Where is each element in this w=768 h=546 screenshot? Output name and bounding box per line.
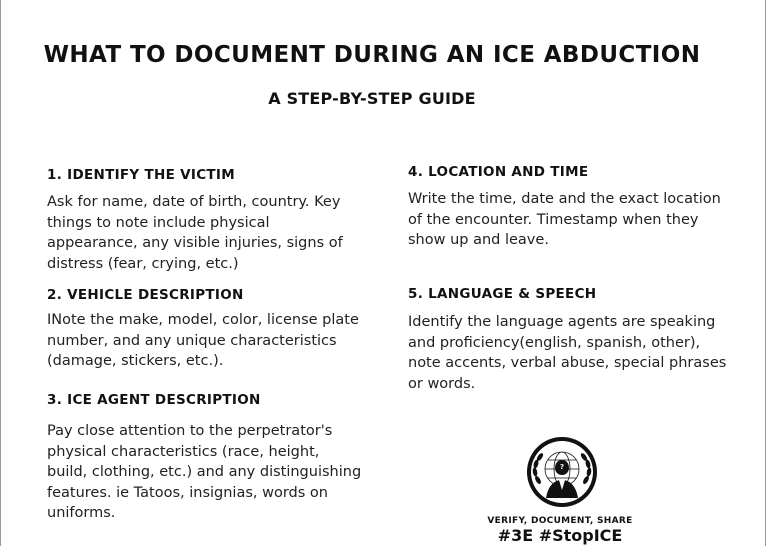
- section-4-body: Write the time, date and the exact location of the encounter. Timestamp when they show up and leave.: [408, 191, 721, 248]
- section-1-heading: 1. IDENTIFY THE VICTIM: [47, 167, 235, 183]
- section-1-body: Ask for name, date of birth, country. Key things to note include physical appearance, any visible injuries, signs of distress (fear, crying, etc.): [47, 194, 343, 272]
- page-title: WHAT TO DOCUMENT DURING AN ICE ABDUCTION: [43, 42, 701, 68]
- section-3-heading: 3. ICE AGENT DESCRIPTION: [47, 392, 261, 408]
- section-5-body: Identify the language agents are speaking and proficiency(english, spanish, other), note accents, verbal abuse, special phrases or words.: [408, 314, 727, 392]
- section-4-heading: 4. LOCATION AND TIME: [408, 164, 589, 180]
- section-5-heading: 5. LANGUAGE & SPEECH: [408, 286, 597, 302]
- hashtags: #3E #StopICE: [497, 526, 623, 545]
- section-3-body: Pay close attention to the perpetrator's physical characteristics (race, height, build, clothing, etc.) and any distinguishing features. ie Tatoos, insignias, words on uniforms.: [47, 423, 362, 521]
- section-2-body: INote the make, model, color, license plate number, and any unique characteristics (damage, stickers, etc.).: [47, 312, 359, 369]
- anonymous-emblem-icon: [526, 436, 598, 508]
- svg-text:?: ?: [559, 463, 565, 471]
- page-subtitle: A STEP-BY-STEP GUIDE: [268, 89, 476, 108]
- tagline: VERIFY, DOCUMENT, SHARE: [487, 516, 633, 526]
- section-2-heading: 2. VEHICLE DESCRIPTION: [47, 287, 244, 303]
